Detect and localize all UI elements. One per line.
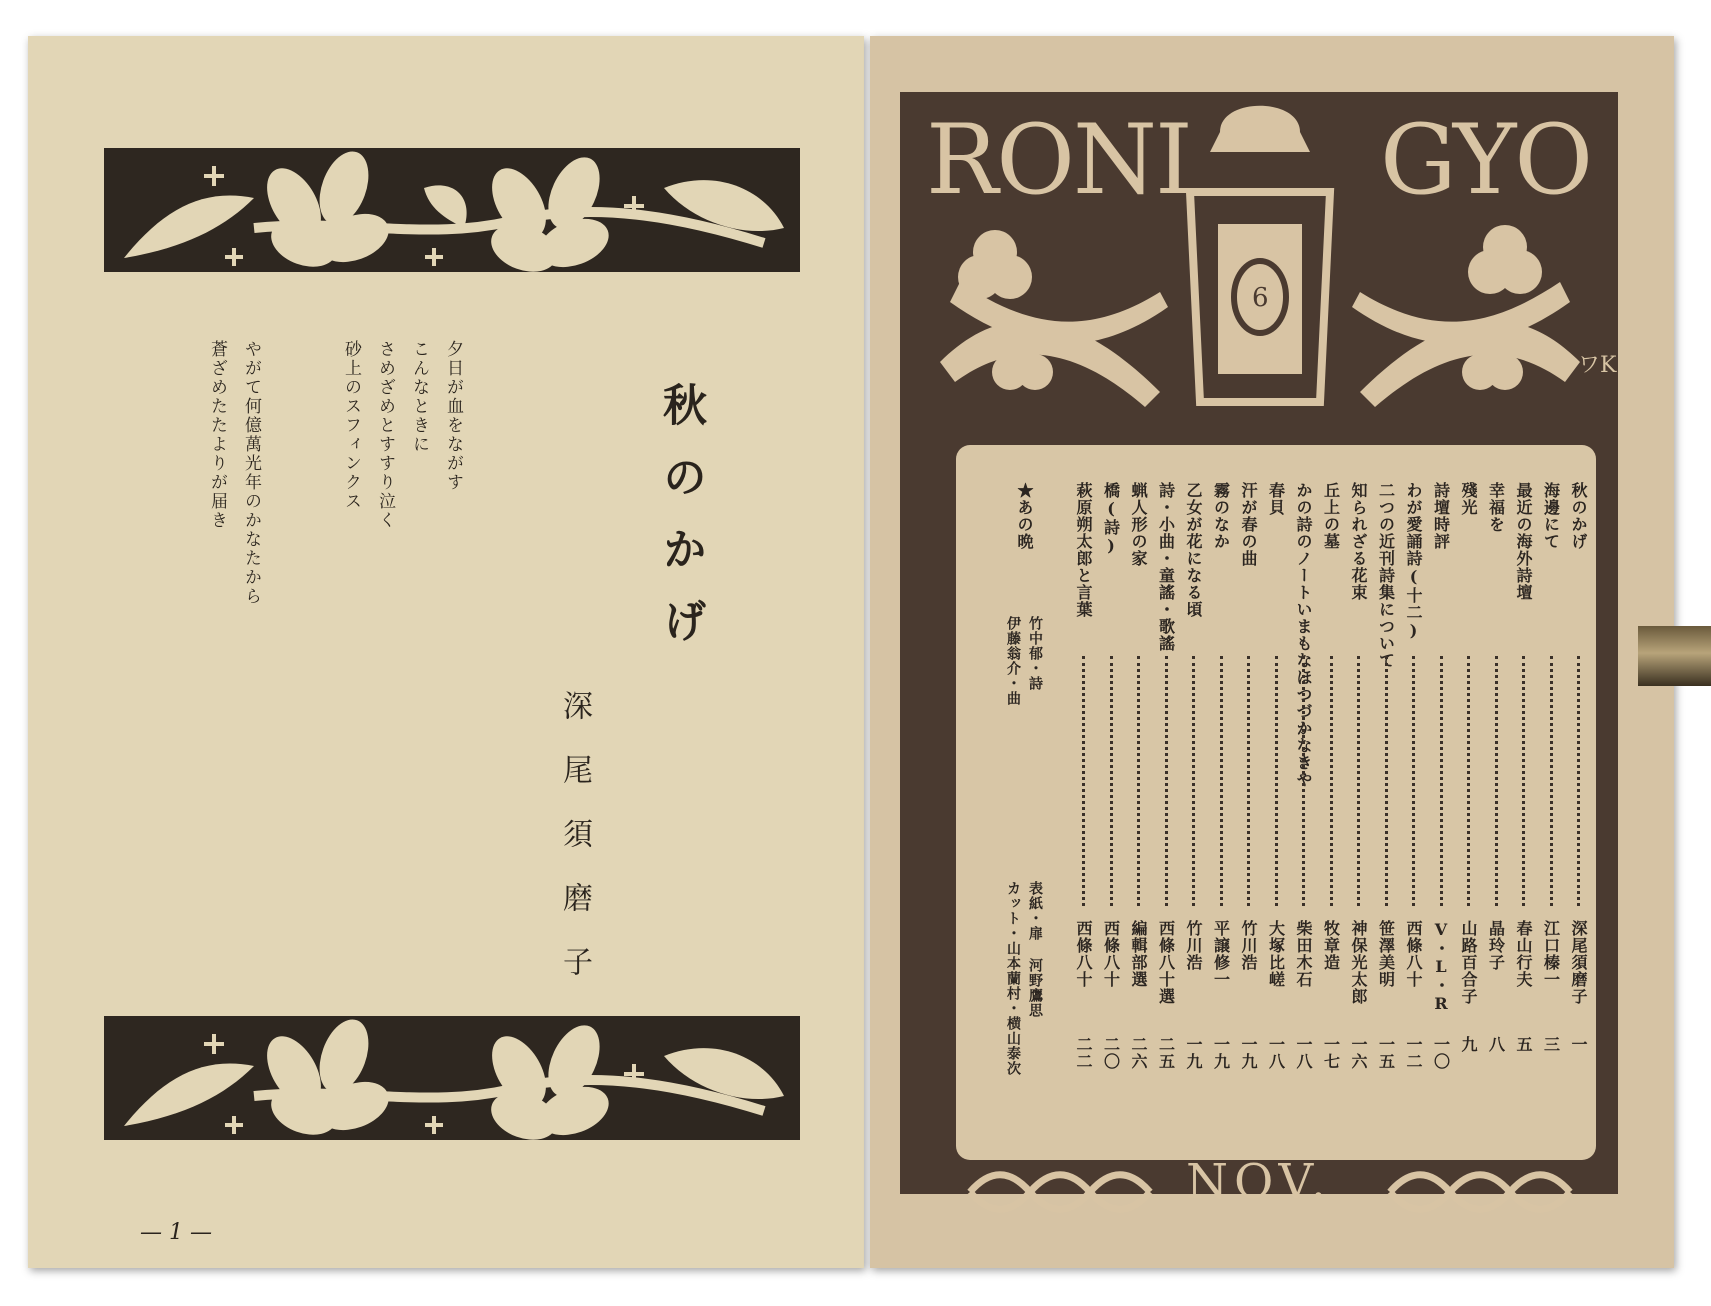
toc-entry-page: 一九 [1211, 1036, 1231, 1070]
floral-illustration-top [104, 148, 800, 272]
toc-leader-dots [1247, 656, 1250, 906]
bell-illustration [1210, 106, 1310, 152]
toc-leader-dots [1550, 656, 1553, 906]
poem-author: 深尾須磨子 [557, 690, 592, 1010]
toc-leader-dots [1577, 656, 1580, 906]
poem-line: 蒼ざめたたよりが届き [207, 340, 227, 530]
toc-entry-title: 幸福を [1486, 482, 1506, 533]
toc-entry-title: 霧のなか [1211, 482, 1231, 550]
toc-entry-author: 江口榛一 [1541, 920, 1561, 988]
song-credit-lyrics: 竹中郁・詩 [1027, 616, 1043, 691]
toc-entry-author: 神保光太郎 [1349, 920, 1368, 1005]
toc-entry-page: 一九 [1239, 1036, 1258, 1070]
toc-entry-author: 笹澤美明 [1376, 920, 1396, 988]
toc-entry-title: 二つの近刊詩集について [1376, 482, 1396, 669]
toc-entry-author: 平譲修一 [1211, 920, 1231, 988]
poem-line: こんなときに [409, 340, 429, 454]
toc-entry-page: 一五 [1376, 1036, 1396, 1070]
toc-entry-title: わが愛誦詩(十二) [1404, 482, 1423, 641]
issue-number: 6 [1252, 283, 1269, 313]
toc-entry-title: 春貝 [1266, 482, 1286, 516]
toc-leader-dots [1110, 656, 1113, 906]
toc-entry-author: 山路百合子 [1459, 920, 1478, 1005]
toc-entry-page: 一九 [1184, 1036, 1203, 1070]
toc-entry-author: 西條八十選 [1156, 920, 1176, 1005]
toc-entry-page: 一七 [1321, 1036, 1341, 1070]
toc-entry-author: 西條八十 [1404, 920, 1423, 988]
toc-entry-page: 五 [1514, 1036, 1533, 1053]
cover-illustration [900, 92, 1618, 442]
song-credit-music: 伊藤翁介・曲 [1005, 616, 1021, 706]
toc-entry-author: 柴田木石 [1294, 920, 1313, 988]
toc-leader-dots [1082, 656, 1085, 906]
poem-line: やがて何億萬光年のかなたから [241, 340, 261, 606]
toc-entry-page: 一〇 [1431, 1036, 1451, 1070]
toc-leader-dots [1330, 656, 1333, 906]
month-label: NOV. [1186, 1154, 1333, 1210]
toc-entry-title: 秋のかげ [1569, 482, 1588, 550]
artist-signature: ワK [1578, 353, 1617, 378]
binder-clip [1638, 626, 1711, 686]
toc-entry-title: 知られざる花束 [1349, 482, 1368, 601]
toc-entry-title: 丘上の墓 [1321, 482, 1341, 550]
poem-line: さめざめとすすり泣く [375, 340, 395, 530]
toc-entry-author: 晶玲子 [1486, 920, 1506, 971]
toc-leader-dots [1412, 656, 1415, 906]
toc-entry-title: 海邊にて [1541, 482, 1561, 550]
poem-line: 夕日が血をながす [443, 340, 463, 492]
page-number: — 1 — [140, 1220, 212, 1245]
left-page [28, 36, 864, 1268]
toc-entry-author: 深尾須磨子 [1569, 920, 1588, 1005]
toc-leader-dots [1467, 656, 1470, 906]
masthead-left: RONI [926, 104, 1191, 216]
poem-title: 秋のかげ [655, 382, 706, 670]
masthead-right: GYO [1380, 104, 1592, 216]
bottom-floral-banner [104, 1016, 800, 1140]
toc-leader-dots [1385, 656, 1388, 906]
toc-entry-page: 二二 [1074, 1036, 1093, 1070]
toc-entry-page: 九 [1459, 1036, 1478, 1053]
toc-entry-title: 詩壇時評 [1431, 482, 1451, 550]
toc-entry-title: 詩・小曲・童謠・歌謠 [1156, 482, 1176, 652]
toc-leader-dots [1495, 656, 1498, 906]
cut-credit: カット・山本蘭村・横山泰次 [1005, 881, 1021, 1076]
toc-entry-page: 三 [1541, 1036, 1561, 1053]
toc-entry-page: 一 [1569, 1036, 1588, 1053]
toc-entry-author: 編輯部選 [1129, 920, 1148, 988]
toc-leader-dots [1357, 656, 1360, 906]
toc-leader-dots [1275, 656, 1278, 906]
toc-leader-dots [1522, 656, 1525, 906]
floral-illustration-bottom [104, 1016, 800, 1140]
toc-entry-page: 一八 [1266, 1036, 1286, 1070]
toc-entry-author: 春山行夫 [1514, 920, 1533, 988]
toc-entry-page: 一六 [1349, 1036, 1368, 1070]
toc-entry-title: 殘光 [1459, 482, 1478, 516]
toc-entry-page: 一八 [1294, 1036, 1313, 1070]
toc-entry-page: 一二 [1404, 1036, 1423, 1070]
toc-entry-page: 二〇 [1101, 1036, 1121, 1070]
toc-leader-dots [1165, 656, 1168, 906]
cover-credit: 表紙・扉 河野鷹思 [1027, 881, 1043, 1018]
toc-leader-dots [1440, 656, 1443, 906]
toc-leader-dots [1192, 656, 1195, 906]
toc-entry-author: V・L・R [1431, 920, 1451, 1014]
top-floral-banner [104, 148, 800, 272]
toc-entry-page: 二五 [1156, 1036, 1176, 1070]
toc-entry-author: 西條八十 [1074, 920, 1093, 988]
toc-entry-author: 牧章造 [1321, 920, 1341, 971]
toc-entry-title: 蝋人形の家 [1129, 482, 1148, 567]
song-title: ★あの晩 [1015, 482, 1034, 550]
toc-entry-title: かの詩のノートいまもなほつづかなきや [1294, 482, 1313, 788]
toc-entry-author: 西條八十 [1101, 920, 1121, 988]
toc-entry-page: 八 [1486, 1036, 1506, 1053]
toc-entry-title: 萩原朔太郎と言葉 [1074, 482, 1093, 618]
right-page [870, 36, 1674, 1268]
toc-leader-dots [1137, 656, 1140, 906]
toc-entry-title: 橋(詩) [1101, 482, 1121, 556]
toc-leader-dots [1302, 656, 1305, 906]
toc-entry-title: 最近の海外詩壇 [1514, 482, 1533, 601]
toc-leader-dots [1220, 656, 1223, 906]
toc-entry-author: 竹川浩 [1239, 920, 1258, 971]
toc-entry-title: 汗が春の曲 [1239, 482, 1258, 567]
toc-entry-title: 乙女が花になる頃 [1184, 482, 1203, 618]
poem-line: 砂上のスフィンクス [341, 340, 361, 511]
toc-entry-author: 大塚比嵯 [1266, 920, 1286, 988]
toc-entry-author: 竹川浩 [1184, 920, 1203, 971]
toc-entry-page: 二六 [1129, 1036, 1148, 1070]
